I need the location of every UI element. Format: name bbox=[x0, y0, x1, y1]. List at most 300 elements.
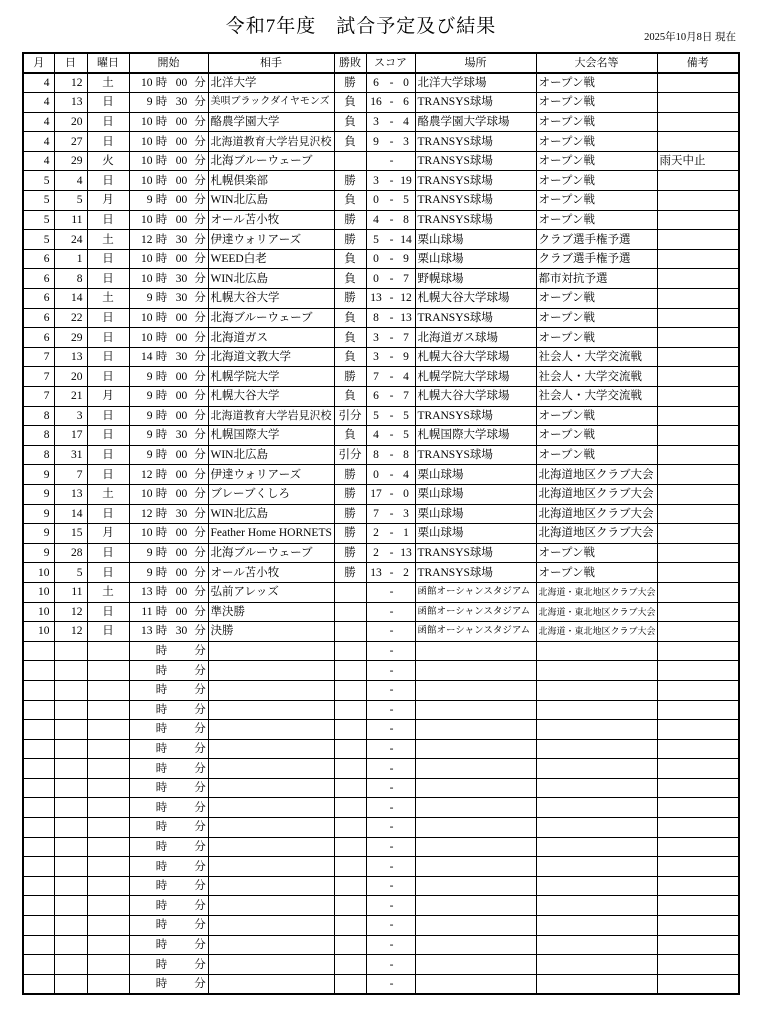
cell-start-time bbox=[129, 426, 208, 446]
score-separator: - bbox=[389, 958, 394, 971]
cell-start-time bbox=[129, 622, 208, 642]
game-row bbox=[23, 151, 739, 171]
cell-opponent bbox=[208, 661, 334, 681]
score bbox=[367, 75, 415, 91]
cell-month: 6 bbox=[23, 328, 54, 348]
score bbox=[367, 584, 415, 600]
cell-result: 引分 bbox=[334, 406, 366, 426]
cell-result bbox=[334, 778, 366, 798]
hour-label: 時 bbox=[155, 135, 168, 148]
minute-label: 分 bbox=[194, 919, 206, 932]
start-time bbox=[130, 937, 208, 953]
start-minute bbox=[171, 878, 193, 894]
cell-score bbox=[366, 661, 415, 681]
score-separator: - bbox=[389, 527, 394, 540]
start-hour: 10 bbox=[141, 272, 153, 285]
start-hour: 11 bbox=[141, 605, 153, 618]
score bbox=[367, 192, 415, 208]
cell-day: 11 bbox=[54, 582, 87, 602]
game-row bbox=[23, 465, 739, 485]
minute-label: 分 bbox=[194, 527, 206, 540]
start-hour bbox=[130, 800, 153, 816]
cell-weekday: 日 bbox=[87, 93, 129, 113]
score-left bbox=[367, 761, 386, 777]
tournament-name: 社会人・大学交流戦 bbox=[538, 370, 642, 383]
score-separator: - bbox=[389, 135, 394, 148]
cell-venue bbox=[415, 661, 536, 681]
start-minute: 00 bbox=[175, 115, 188, 128]
cell-start-time bbox=[129, 230, 208, 250]
opponent-name: 弘前アレッズ bbox=[210, 586, 279, 599]
game-row bbox=[23, 602, 739, 622]
hour-label: 時 bbox=[155, 507, 168, 520]
cell-opponent bbox=[208, 759, 334, 779]
cell-day bbox=[54, 876, 87, 896]
cell-start-time bbox=[129, 269, 208, 289]
start-minute: 00 bbox=[175, 409, 188, 422]
minute-label: 分 bbox=[194, 155, 206, 168]
start-time bbox=[130, 94, 208, 110]
cell-result bbox=[334, 955, 366, 975]
score-left: 8 bbox=[373, 311, 379, 324]
opponent-name: 伊達ウォリアーズ bbox=[210, 468, 302, 481]
minute-label: 分 bbox=[194, 938, 206, 951]
cell-score bbox=[366, 739, 415, 759]
start-time bbox=[130, 486, 208, 502]
cell-start-time bbox=[129, 524, 208, 544]
score bbox=[367, 232, 415, 248]
blank-row bbox=[23, 700, 739, 720]
cell-opponent bbox=[208, 210, 334, 230]
start-minute bbox=[171, 702, 193, 718]
opponent-name: 北海ブルーウェーブ bbox=[210, 547, 313, 560]
score-right: 7 bbox=[403, 272, 409, 285]
cell-weekday bbox=[87, 739, 129, 759]
game-row bbox=[23, 93, 739, 113]
score bbox=[367, 467, 415, 483]
cell-opponent bbox=[208, 328, 334, 348]
start-minute: 30 bbox=[175, 292, 188, 305]
cell-venue bbox=[415, 641, 536, 661]
start-time bbox=[130, 388, 208, 404]
cell-venue bbox=[415, 93, 536, 113]
cell-score bbox=[366, 112, 415, 132]
cell-result: 負 bbox=[334, 426, 366, 446]
cell-month bbox=[23, 857, 54, 877]
score-right: 5 bbox=[403, 429, 409, 442]
cell-opponent bbox=[208, 347, 334, 367]
cell-notes bbox=[657, 778, 739, 798]
cell-notes bbox=[657, 739, 739, 759]
cell-venue bbox=[415, 602, 536, 622]
cell-result bbox=[334, 720, 366, 740]
score-separator: - bbox=[389, 840, 394, 853]
score bbox=[367, 957, 415, 973]
minute-label: 分 bbox=[194, 821, 206, 834]
game-row bbox=[23, 269, 739, 289]
start-hour: 13 bbox=[141, 586, 153, 599]
cell-result bbox=[334, 661, 366, 681]
cell-tournament bbox=[536, 504, 657, 524]
cell-notes bbox=[657, 151, 739, 171]
start-minute bbox=[171, 839, 193, 855]
cell-weekday: 日 bbox=[87, 426, 129, 446]
cell-month bbox=[23, 916, 54, 936]
start-hour bbox=[130, 819, 153, 835]
venue-name: TRANSYS球場 bbox=[417, 135, 493, 148]
minute-label: 分 bbox=[194, 840, 206, 853]
cell-opponent bbox=[208, 151, 334, 171]
score-separator: - bbox=[389, 429, 394, 442]
cell-result bbox=[334, 857, 366, 877]
score bbox=[367, 859, 415, 875]
score-left: 6 bbox=[373, 390, 379, 403]
start-hour bbox=[130, 898, 153, 914]
cell-score bbox=[366, 484, 415, 504]
cell-notes bbox=[657, 484, 739, 504]
cell-start-time bbox=[129, 739, 208, 759]
tournament-name: オープン戦 bbox=[538, 174, 595, 187]
cell-score bbox=[366, 602, 415, 622]
cell-weekday bbox=[87, 798, 129, 818]
game-row bbox=[23, 171, 739, 191]
start-hour: 10 bbox=[141, 527, 153, 540]
score-left bbox=[367, 839, 386, 855]
score-left: 0 bbox=[373, 253, 379, 266]
tournament-name: クラブ選手権予選 bbox=[538, 253, 631, 266]
cell-month: 5 bbox=[23, 171, 54, 191]
cell-venue bbox=[415, 230, 536, 250]
score-right: 6 bbox=[403, 96, 409, 109]
cell-tournament bbox=[536, 778, 657, 798]
cell-opponent bbox=[208, 191, 334, 211]
cell-notes bbox=[657, 935, 739, 955]
cell-start-time bbox=[129, 445, 208, 465]
cell-venue bbox=[415, 210, 536, 230]
cell-opponent bbox=[208, 857, 334, 877]
score-left bbox=[367, 957, 386, 973]
score-left: 2 bbox=[373, 547, 379, 560]
cell-venue bbox=[415, 191, 536, 211]
cell-tournament bbox=[536, 622, 657, 642]
cell-result: 負 bbox=[334, 132, 366, 152]
cell-day: 14 bbox=[54, 504, 87, 524]
score-right bbox=[398, 682, 415, 698]
cell-result: 負 bbox=[334, 308, 366, 328]
start-minute bbox=[171, 976, 193, 992]
start-minute: 30 bbox=[175, 625, 188, 638]
cell-day: 15 bbox=[54, 524, 87, 544]
score-separator: - bbox=[389, 742, 394, 755]
start-time bbox=[130, 584, 208, 600]
score-separator: - bbox=[389, 468, 394, 481]
blank-row bbox=[23, 876, 739, 896]
cell-score bbox=[366, 230, 415, 250]
cell-result: 負 bbox=[334, 249, 366, 269]
start-minute: 00 bbox=[175, 135, 188, 148]
opponent-name: 伊達ウォリアーズ bbox=[210, 233, 302, 246]
minute-label: 分 bbox=[194, 645, 206, 658]
cell-tournament bbox=[536, 445, 657, 465]
minute-label: 分 bbox=[194, 272, 206, 285]
score-left: 7 bbox=[373, 507, 379, 520]
start-hour: 10 bbox=[141, 174, 153, 187]
cell-opponent bbox=[208, 720, 334, 740]
score-separator: - bbox=[389, 625, 394, 638]
cell-score bbox=[366, 720, 415, 740]
score-left: 13 bbox=[370, 292, 382, 305]
score bbox=[367, 878, 415, 894]
cell-result bbox=[334, 974, 366, 994]
score bbox=[367, 114, 415, 130]
score bbox=[367, 565, 415, 581]
venue-name: 栗山球場 bbox=[417, 233, 464, 246]
start-minute: 00 bbox=[175, 311, 188, 324]
venue-name: 栗山球場 bbox=[417, 507, 464, 520]
game-row bbox=[23, 445, 739, 465]
start-hour: 9 bbox=[146, 547, 153, 560]
opponent-name: Feather Home HORNETS bbox=[210, 527, 332, 540]
cell-tournament bbox=[536, 151, 657, 171]
tournament-name: 社会人・大学交流戦 bbox=[538, 351, 642, 364]
minute-label: 分 bbox=[194, 292, 206, 305]
cell-result: 勝 bbox=[334, 543, 366, 563]
cell-notes bbox=[657, 328, 739, 348]
score-separator: - bbox=[389, 77, 394, 90]
hour-label: 時 bbox=[155, 292, 168, 305]
cell-result: 勝 bbox=[334, 289, 366, 309]
start-hour bbox=[130, 663, 153, 679]
tournament-name: 北海道・東北地区クラブ大会 bbox=[538, 587, 656, 598]
hour-label: 時 bbox=[155, 645, 168, 658]
start-minute bbox=[171, 819, 193, 835]
blank-row bbox=[23, 818, 739, 838]
score-left bbox=[367, 780, 386, 796]
cell-month: 9 bbox=[23, 504, 54, 524]
cell-result bbox=[334, 151, 366, 171]
score-left: 8 bbox=[373, 449, 379, 462]
opponent-name: 北海道ガス bbox=[210, 331, 268, 344]
start-hour: 10 bbox=[141, 135, 153, 148]
start-minute bbox=[171, 721, 193, 737]
cell-venue bbox=[415, 406, 536, 426]
cell-score bbox=[366, 132, 415, 152]
tournament-name: オープン戦 bbox=[538, 311, 595, 324]
cell-score bbox=[366, 151, 415, 171]
score-right bbox=[398, 878, 415, 894]
tournament-name: 北海道地区クラブ大会 bbox=[538, 507, 654, 520]
cell-result bbox=[334, 739, 366, 759]
cell-weekday: 日 bbox=[87, 171, 129, 191]
score-left: 9 bbox=[373, 135, 379, 148]
opponent-name: オール苫小牧 bbox=[210, 566, 280, 579]
cell-month: 4 bbox=[23, 132, 54, 152]
hour-label: 時 bbox=[155, 77, 168, 90]
cell-weekday: 日 bbox=[87, 504, 129, 524]
start-minute: 00 bbox=[175, 488, 188, 501]
cell-notes bbox=[657, 73, 739, 93]
score-left: 0 bbox=[373, 468, 379, 481]
start-hour: 9 bbox=[146, 96, 153, 109]
cell-start-time bbox=[129, 191, 208, 211]
cell-tournament bbox=[536, 582, 657, 602]
score bbox=[367, 898, 415, 914]
score-separator: - bbox=[389, 762, 394, 775]
game-row bbox=[23, 73, 739, 93]
cell-score bbox=[366, 641, 415, 661]
score bbox=[367, 721, 415, 737]
cell-venue bbox=[415, 857, 536, 877]
score-left bbox=[367, 584, 386, 600]
cell-opponent bbox=[208, 739, 334, 759]
game-row bbox=[23, 112, 739, 132]
score-left bbox=[367, 819, 386, 835]
score-left bbox=[367, 702, 386, 718]
cell-tournament bbox=[536, 484, 657, 504]
start-time bbox=[130, 75, 208, 91]
score-right: 13 bbox=[400, 547, 412, 560]
hour-label: 時 bbox=[155, 566, 168, 579]
venue-name: 札幌学院大学球場 bbox=[417, 370, 510, 383]
score bbox=[367, 937, 415, 953]
start-hour: 9 bbox=[146, 370, 153, 383]
cell-tournament bbox=[536, 837, 657, 857]
header-venue: 場所 bbox=[415, 53, 536, 73]
cell-score bbox=[366, 171, 415, 191]
cell-tournament bbox=[536, 406, 657, 426]
opponent-name: 北海ブルーウェーブ bbox=[210, 311, 313, 324]
opponent-name: 北海道文教大学 bbox=[210, 351, 291, 364]
start-hour bbox=[130, 937, 153, 953]
cell-weekday bbox=[87, 876, 129, 896]
game-row bbox=[23, 406, 739, 426]
cell-start-time bbox=[129, 798, 208, 818]
start-hour bbox=[130, 839, 153, 855]
cell-day bbox=[54, 759, 87, 779]
venue-name: TRANSYS球場 bbox=[417, 213, 493, 226]
venue-name: TRANSYS球場 bbox=[417, 96, 493, 109]
cell-day bbox=[54, 916, 87, 936]
cell-weekday: 日 bbox=[87, 269, 129, 289]
score-separator: - bbox=[389, 115, 394, 128]
cell-venue bbox=[415, 916, 536, 936]
start-minute: 00 bbox=[175, 253, 188, 266]
score bbox=[367, 976, 415, 992]
cell-start-time bbox=[129, 112, 208, 132]
start-time bbox=[130, 114, 208, 130]
cell-opponent bbox=[208, 680, 334, 700]
venue-name: TRANSYS球場 bbox=[417, 311, 493, 324]
cell-venue bbox=[415, 445, 536, 465]
cell-notes bbox=[657, 857, 739, 877]
cell-opponent bbox=[208, 230, 334, 250]
start-time bbox=[130, 565, 208, 581]
start-minute: 00 bbox=[175, 155, 188, 168]
cell-notes bbox=[657, 406, 739, 426]
cell-month bbox=[23, 818, 54, 838]
cell-score bbox=[366, 582, 415, 602]
start-time bbox=[130, 780, 208, 796]
start-hour: 10 bbox=[141, 331, 153, 344]
cell-start-time bbox=[129, 720, 208, 740]
cell-opponent bbox=[208, 367, 334, 387]
score-right: 5 bbox=[403, 409, 409, 422]
cell-venue bbox=[415, 563, 536, 583]
cell-notes bbox=[657, 798, 739, 818]
cell-tournament bbox=[536, 210, 657, 230]
score-separator: - bbox=[389, 409, 394, 422]
score-right bbox=[398, 839, 415, 855]
cell-month bbox=[23, 641, 54, 661]
score-left bbox=[367, 623, 386, 639]
game-row bbox=[23, 504, 739, 524]
start-minute: 00 bbox=[175, 77, 188, 90]
cell-score bbox=[366, 896, 415, 916]
cell-score bbox=[366, 778, 415, 798]
cell-notes bbox=[657, 210, 739, 230]
score-separator: - bbox=[389, 899, 394, 912]
cell-score bbox=[366, 563, 415, 583]
score-left: 6 bbox=[373, 77, 379, 90]
cell-tournament bbox=[536, 73, 657, 93]
score-separator: - bbox=[389, 488, 394, 501]
cell-result bbox=[334, 641, 366, 661]
score-left bbox=[367, 976, 386, 992]
game-row bbox=[23, 524, 739, 544]
cell-tournament bbox=[536, 700, 657, 720]
cell-tournament bbox=[536, 328, 657, 348]
venue-name: TRANSYS球場 bbox=[417, 566, 493, 579]
cell-start-time bbox=[129, 328, 208, 348]
cell-score bbox=[366, 935, 415, 955]
score-left bbox=[367, 937, 386, 953]
cell-start-time bbox=[129, 347, 208, 367]
score-right: 0 bbox=[403, 488, 409, 501]
venue-name: 栗山球場 bbox=[417, 253, 464, 266]
cell-tournament bbox=[536, 641, 657, 661]
score-right bbox=[398, 819, 415, 835]
cell-weekday: 月 bbox=[87, 191, 129, 211]
cell-result bbox=[334, 916, 366, 936]
score-right: 2 bbox=[403, 566, 409, 579]
blank-row bbox=[23, 837, 739, 857]
score-left bbox=[367, 604, 386, 620]
cell-notes bbox=[657, 504, 739, 524]
tournament-name: オープン戦 bbox=[538, 135, 595, 148]
start-hour: 10 bbox=[141, 115, 153, 128]
start-hour bbox=[130, 643, 153, 659]
cell-venue bbox=[415, 739, 536, 759]
cell-tournament bbox=[536, 269, 657, 289]
cell-start-time bbox=[129, 661, 208, 681]
cell-weekday: 日 bbox=[87, 602, 129, 622]
cell-result bbox=[334, 622, 366, 642]
cell-weekday: 月 bbox=[87, 387, 129, 407]
start-hour bbox=[130, 917, 153, 933]
cell-score bbox=[366, 543, 415, 563]
score bbox=[367, 427, 415, 443]
opponent-name: ブレーブくしろ bbox=[210, 488, 290, 501]
score-right bbox=[398, 917, 415, 933]
cell-month: 7 bbox=[23, 347, 54, 367]
start-time bbox=[130, 408, 208, 424]
cell-venue bbox=[415, 955, 536, 975]
cell-venue bbox=[415, 700, 536, 720]
score-separator: - bbox=[389, 723, 394, 736]
cell-month: 5 bbox=[23, 210, 54, 230]
cell-weekday bbox=[87, 700, 129, 720]
hour-label: 時 bbox=[155, 449, 168, 462]
